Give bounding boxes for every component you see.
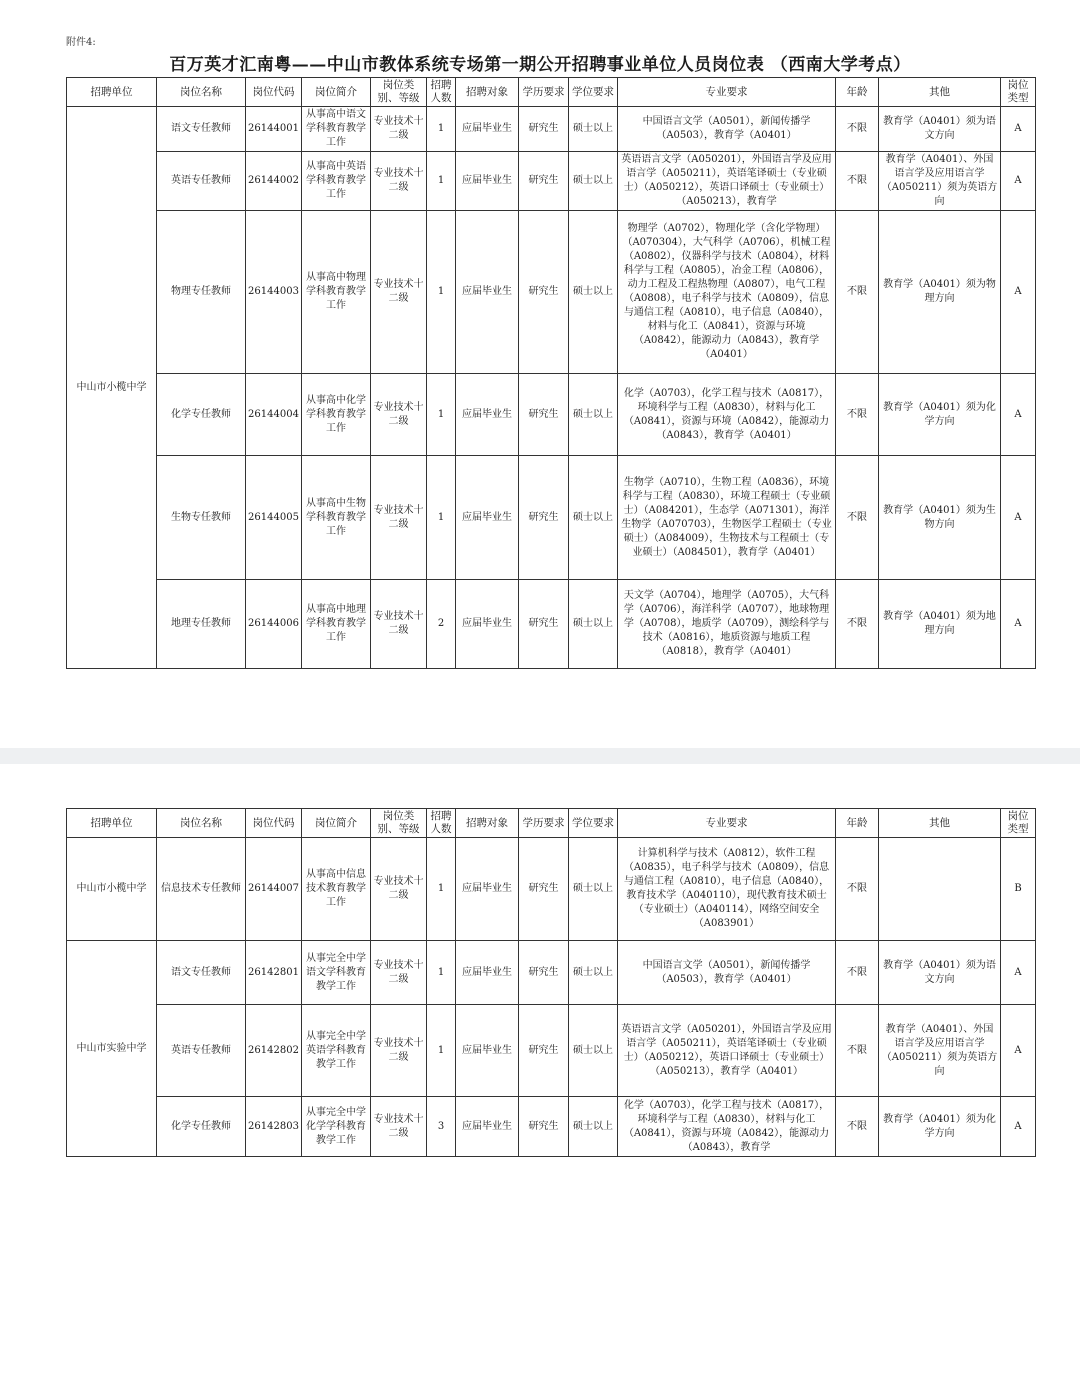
cell-degree: 硕士以上 (569, 580, 618, 669)
cell-target: 应届毕业生 (456, 107, 519, 152)
table-header-row (67, 78, 1036, 107)
cell-other: 教育学（A0401）须为化学方向 (879, 1097, 1001, 1157)
header-unit: 招聘单位 (67, 78, 157, 107)
cell-other: 教育学（A0401）、外国语言学及应用语言学（A050211）须为英语方向 (879, 1005, 1001, 1097)
cell-target: 应届毕业生 (456, 374, 519, 456)
cell-education: 研究生 (519, 580, 569, 669)
cell-education: 研究生 (519, 941, 569, 1005)
cell-age: 不限 (836, 941, 879, 1005)
cell-other: 教育学（A0401）须为语文方向 (879, 107, 1001, 152)
cell-post-name: 英语专任教师 (157, 1005, 246, 1097)
header-degree: 学位要求 (569, 78, 618, 107)
header-post-name: 岗位名称 (157, 809, 246, 838)
cell-education: 研究生 (519, 1097, 569, 1157)
cell-count: 1 (427, 211, 456, 374)
positions-table-1 (66, 77, 1036, 669)
cell-other: 教育学（A0401）须为语文方向 (879, 941, 1001, 1005)
cell-post-code: 26144003 (246, 211, 302, 374)
page-title: 百万英才汇南粤——中山市教体系统专场第一期公开招聘事业单位人员岗位表 （西南大学考点） (169, 55, 911, 75)
table-row (67, 580, 1036, 669)
cell-target: 应届毕业生 (456, 838, 519, 941)
cell-post-name: 化学专任教师 (157, 374, 246, 456)
cell-target: 应届毕业生 (456, 580, 519, 669)
cell-post-type: A (1001, 374, 1036, 456)
cell-count: 1 (427, 1005, 456, 1097)
cell-major: 天文学（A0704），地理学（A0705），大气科学（A0706），海洋科学（A0707），地球物理学（A0708），地质学（A0709），测绘科学与技术（A0816），地质资源与地质工程（A0818），教育学（A0401） (618, 580, 836, 669)
cell-target: 应届毕业生 (456, 1005, 519, 1097)
cell-post-type: A (1001, 152, 1036, 211)
cell-age: 不限 (836, 1005, 879, 1097)
cell-post-code: 26142802 (246, 1005, 302, 1097)
cell-post-type: A (1001, 211, 1036, 374)
header-count: 招聘人数 (427, 809, 456, 838)
cell-post-code: 26144006 (246, 580, 302, 669)
cell-target: 应届毕业生 (456, 941, 519, 1005)
cell-post-name: 化学专任教师 (157, 1097, 246, 1157)
document-page-2 (0, 764, 1080, 1398)
cell-education: 研究生 (519, 456, 569, 580)
table-row (67, 1005, 1036, 1097)
cell-post-intro: 从事完全中学英语学科教育教学工作 (302, 1005, 371, 1097)
cell-major: 化学（A0703），化学工程与技术（A0817），环境科学与工程（A0830），材料与化工（A0841），资源与环境（A0842），能源动力（A0843），教育学（A0401） (618, 374, 836, 456)
cell-other: 教育学（A0401）须为物理方向 (879, 211, 1001, 374)
cell-major: 中国语言文学（A0501），新闻传播学（A0503），教育学（A0401） (618, 941, 836, 1005)
cell-major: 英语语言文学（A050201），外国语言学及应用语言学（A050211），英语笔译硕士（专业硕士）（A050212），英语口译硕士（专业硕士）（A050213），教育学（A0401） (618, 1005, 836, 1097)
header-post-type: 岗位类型 (1001, 78, 1036, 107)
cell-other: 教育学（A0401）须为地理方向 (879, 580, 1001, 669)
page-separator (0, 748, 1080, 764)
cell-other: 教育学（A0401）、外国语言学及应用语言学（A050211）须为英语方向 (879, 152, 1001, 211)
header-other: 其他 (879, 78, 1001, 107)
header-education: 学历要求 (519, 78, 569, 107)
header-degree: 学位要求 (569, 809, 618, 838)
cell-count: 3 (427, 1097, 456, 1157)
cell-post-intro: 从事完全中学化学学科教育教学工作 (302, 1097, 371, 1157)
cell-age: 不限 (836, 1097, 879, 1157)
attachment-label: 附件4: (66, 37, 96, 48)
cell-unit: 中山市实验中学 (67, 941, 157, 1157)
cell-target: 应届毕业生 (456, 1097, 519, 1157)
cell-count: 1 (427, 107, 456, 152)
cell-count: 1 (427, 374, 456, 456)
cell-unit: 中山市小榄中学 (67, 838, 157, 941)
header-unit: 招聘单位 (67, 809, 157, 838)
cell-degree: 硕士以上 (569, 941, 618, 1005)
cell-target: 应届毕业生 (456, 152, 519, 211)
cell-education: 研究生 (519, 838, 569, 941)
cell-post-name: 生物专任教师 (157, 456, 246, 580)
cell-other (879, 838, 1001, 941)
cell-major: 中国语言文学（A0501），新闻传播学（A0503），教育学（A0401） (618, 107, 836, 152)
cell-education: 研究生 (519, 1005, 569, 1097)
cell-degree: 硕士以上 (569, 1005, 618, 1097)
cell-count: 1 (427, 456, 456, 580)
cell-education: 研究生 (519, 374, 569, 456)
cell-post-type: A (1001, 580, 1036, 669)
cell-major: 物理学（A0702），物理化学（含化学物理）（A070304），大气科学（A0706），机械工程（A0802），仪器科学与技术（A0804），材料科学与工程（A0805），冶金工程（A0806），动力工程及工程热物理（A0807），电气工程（A0808），电子科学与技术（A0809），信息与通信工程（A0810），电子信息（A0840），材料与化工（A0841），资源与环境（A0842），能源动力（A0843），教育学（A0401） (618, 211, 836, 374)
table-row (67, 107, 1036, 152)
cell-post-type: A (1001, 1005, 1036, 1097)
cell-other: 教育学（A0401）须为化学方向 (879, 374, 1001, 456)
cell-post-type: A (1001, 1097, 1036, 1157)
header-education: 学历要求 (519, 809, 569, 838)
cell-grade: 专业技术十二级 (371, 456, 427, 580)
cell-post-code: 26144005 (246, 456, 302, 580)
cell-post-code: 26142803 (246, 1097, 302, 1157)
cell-education: 研究生 (519, 211, 569, 374)
cell-post-name: 英语专任教师 (157, 152, 246, 211)
cell-post-intro: 从事高中生物学科教育教学工作 (302, 456, 371, 580)
cell-grade: 专业技术十二级 (371, 1005, 427, 1097)
header-post-type: 岗位类型 (1001, 809, 1036, 838)
cell-post-name: 语文专任教师 (157, 107, 246, 152)
cell-post-type: A (1001, 107, 1036, 152)
cell-degree: 硕士以上 (569, 838, 618, 941)
cell-target: 应届毕业生 (456, 456, 519, 580)
cell-age: 不限 (836, 456, 879, 580)
cell-post-intro: 从事高中信息技术教育教学工作 (302, 838, 371, 941)
header-target: 招聘对象 (456, 78, 519, 107)
cell-education: 研究生 (519, 107, 569, 152)
cell-grade: 专业技术十二级 (371, 374, 427, 456)
cell-post-code: 26144002 (246, 152, 302, 211)
cell-age: 不限 (836, 580, 879, 669)
cell-degree: 硕士以上 (569, 152, 618, 211)
cell-grade: 专业技术十二级 (371, 211, 427, 374)
cell-count: 1 (427, 838, 456, 941)
cell-grade: 专业技术十二级 (371, 152, 427, 211)
cell-post-type: A (1001, 456, 1036, 580)
header-post-code: 岗位代码 (246, 809, 302, 838)
cell-unit: 中山市小榄中学 (67, 107, 157, 669)
cell-degree: 硕士以上 (569, 374, 618, 456)
cell-age: 不限 (836, 152, 879, 211)
cell-grade: 专业技术十二级 (371, 1097, 427, 1157)
table-row (67, 152, 1036, 211)
cell-count: 1 (427, 941, 456, 1005)
cell-post-type: A (1001, 941, 1036, 1005)
cell-degree: 硕士以上 (569, 1097, 618, 1157)
cell-post-code: 26144004 (246, 374, 302, 456)
header-major: 专业要求 (618, 78, 836, 107)
cell-degree: 硕士以上 (569, 107, 618, 152)
cell-post-code: 26144001 (246, 107, 302, 152)
header-post-code: 岗位代码 (246, 78, 302, 107)
cell-count: 1 (427, 152, 456, 211)
header-age: 年龄 (836, 809, 879, 838)
cell-education: 研究生 (519, 152, 569, 211)
cell-grade: 专业技术十二级 (371, 580, 427, 669)
table-row (67, 211, 1036, 374)
table-row (67, 941, 1036, 1005)
header-post-intro: 岗位简介 (302, 809, 371, 838)
cell-major: 英语语言文学（A050201），外国语言学及应用语言学（A050211），英语笔译硕士（专业硕士）（A050212），英语口译硕士（专业硕士）（A050213），教育学 (618, 152, 836, 211)
cell-post-intro: 从事完全中学语文学科教育教学工作 (302, 941, 371, 1005)
cell-degree: 硕士以上 (569, 211, 618, 374)
cell-post-name: 物理专任教师 (157, 211, 246, 374)
table-row (67, 374, 1036, 456)
cell-age: 不限 (836, 211, 879, 374)
header-post-intro: 岗位简介 (302, 78, 371, 107)
cell-major: 计算机科学与技术（A0812），软件工程（A0835），电子科学与技术（A0809），信息与通信工程（A0810），电子信息（A0840），教育技术学（A040110），现代教育技术硕士（专业硕士）（A040114），网络空间安全（A083901） (618, 838, 836, 941)
table-header-row (67, 809, 1036, 838)
positions-table-2 (66, 808, 1036, 1157)
cell-major: 化学（A0703），化学工程与技术（A0817），环境科学与工程（A0830），材料与化工（A0841），资源与环境（A0842），能源动力（A0843），教育学 (618, 1097, 836, 1157)
cell-post-intro: 从事高中语文学科教育教学工作 (302, 107, 371, 152)
header-major: 专业要求 (618, 809, 836, 838)
table-row (67, 456, 1036, 580)
cell-post-code: 26144007 (246, 838, 302, 941)
cell-post-name: 信息技术专任教师 (157, 838, 246, 941)
cell-grade: 专业技术十二级 (371, 838, 427, 941)
cell-age: 不限 (836, 107, 879, 152)
header-category-grade: 岗位类别、等级 (371, 78, 427, 107)
table-row (67, 1097, 1036, 1157)
cell-grade: 专业技术十二级 (371, 107, 427, 152)
header-other: 其他 (879, 809, 1001, 838)
cell-post-type: B (1001, 838, 1036, 941)
cell-age: 不限 (836, 838, 879, 941)
cell-post-name: 语文专任教师 (157, 941, 246, 1005)
header-post-name: 岗位名称 (157, 78, 246, 107)
header-count: 招聘人数 (427, 78, 456, 107)
cell-grade: 专业技术十二级 (371, 941, 427, 1005)
cell-count: 2 (427, 580, 456, 669)
cell-major: 生物学（A0710），生物工程（A0836），环境科学与工程（A0830），环境工程硕士（专业硕士）（A084201），生态学（A071301），海洋生物学（A070703），生物医学工程硕士（专业硕士）（A084009），生物技术与工程硕士（专业硕士）（A084501），教育学（A0401） (618, 456, 836, 580)
cell-post-intro: 从事高中英语学科教育教学工作 (302, 152, 371, 211)
cell-post-intro: 从事高中化学学科教育教学工作 (302, 374, 371, 456)
cell-target: 应届毕业生 (456, 211, 519, 374)
cell-post-intro: 从事高中地理学科教育教学工作 (302, 580, 371, 669)
cell-other: 教育学（A0401）须为生物方向 (879, 456, 1001, 580)
cell-post-name: 地理专任教师 (157, 580, 246, 669)
header-target: 招聘对象 (456, 809, 519, 838)
cell-post-code: 26142801 (246, 941, 302, 1005)
cell-age: 不限 (836, 374, 879, 456)
cell-post-intro: 从事高中物理学科教育教学工作 (302, 211, 371, 374)
table-row (67, 838, 1036, 941)
header-category-grade: 岗位类别、等级 (371, 809, 427, 838)
header-age: 年龄 (836, 78, 879, 107)
cell-degree: 硕士以上 (569, 456, 618, 580)
